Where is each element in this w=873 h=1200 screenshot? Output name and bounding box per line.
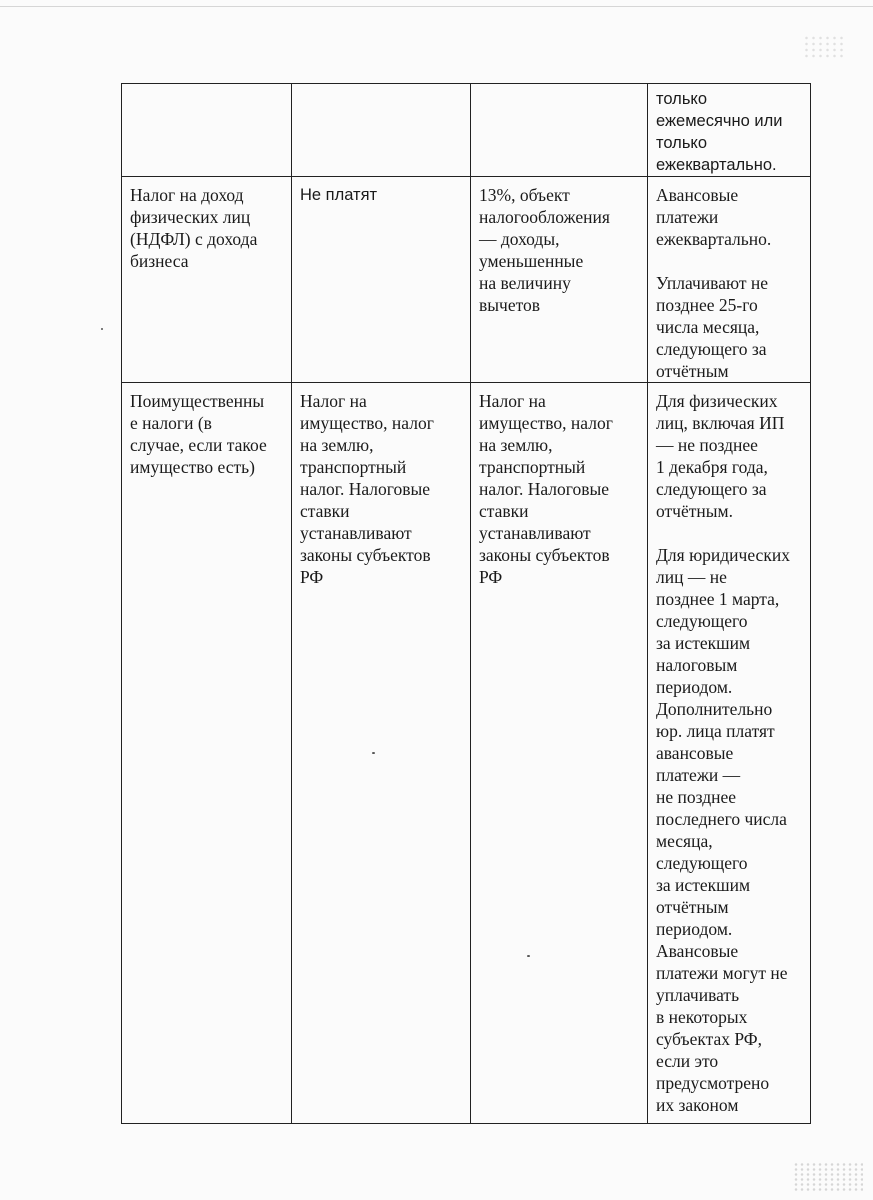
cell-text-line: ставки <box>300 501 350 521</box>
cell-text-line: Налог на <box>300 391 367 411</box>
cell-text-line: законы субъектов <box>300 545 431 565</box>
cell-text-line: Поимущественны <box>130 391 265 411</box>
cell-text-line: Уплачивают не <box>656 273 768 293</box>
cell-text-line: следующего за <box>656 479 767 499</box>
cell-text-line: за истекшим <box>656 875 751 895</box>
cell-text-line: налогообложения <box>479 207 610 227</box>
cell-text-line: устанавливают <box>479 523 591 543</box>
cell-text-line: субъектах РФ, <box>656 1029 762 1049</box>
cell-text-line: налоговым <box>656 655 738 675</box>
cell-col3 <box>471 383 648 1124</box>
table-row <box>122 84 811 177</box>
cell-text-line: Для физических <box>656 391 778 411</box>
cell-text-line: Налог на <box>479 391 546 411</box>
cell-text-line: РФ <box>300 567 324 587</box>
cell-text-line: (НДФЛ) с дохода <box>130 229 258 249</box>
cell-text-line: ежеквартально. <box>656 229 772 249</box>
cell-text-line: отчётным. <box>656 501 733 521</box>
cell-text-line: отчётным <box>656 361 729 381</box>
cell-text-line: предусмотрено <box>656 1073 770 1093</box>
cell-text-line: платежи — <box>656 765 741 785</box>
cell-text-line: законы субъектов <box>479 545 610 565</box>
cell-text-line: Для юридических <box>656 545 790 565</box>
cell-text-line: позднее 1 марта, <box>656 589 780 609</box>
cell-text-line: в некоторых <box>656 1007 748 1027</box>
cell-text-line: лиц, включая ИП <box>656 413 785 433</box>
cell-text-line: ежемесячно или <box>656 112 783 130</box>
scan-noise-bottom <box>793 1162 863 1192</box>
table-row <box>122 383 811 1124</box>
cell-text-line: бизнеса <box>130 251 189 271</box>
cell-col2 <box>292 84 471 177</box>
paragraph-gap <box>656 250 804 272</box>
cell-text-line: только <box>656 134 707 152</box>
cell-tax-name <box>122 177 292 383</box>
cell-col2 <box>292 383 471 1124</box>
cell-text-line: имущество, налог <box>300 413 434 433</box>
cell-text-line: последнего числа <box>656 809 787 829</box>
cell-text-line: ставки <box>479 501 529 521</box>
cell-payment-terms <box>648 177 811 383</box>
table-row <box>122 177 811 383</box>
cell-text-line: следующего <box>656 611 748 631</box>
cell-text-line: отчётным <box>656 897 729 917</box>
cell-text-line: на землю, <box>479 435 553 455</box>
scan-speck <box>101 328 103 330</box>
cell-payment-terms <box>648 84 811 177</box>
cell-text-line: только <box>656 90 707 108</box>
scan-noise-top <box>803 35 843 60</box>
cell-text-line: уплачивать <box>656 985 740 1005</box>
cell-text-line: устанавливают <box>300 523 412 543</box>
cell-payment-terms <box>648 383 811 1124</box>
cell-text-line: позднее 25-го <box>656 295 758 315</box>
cell-text-line: периодом. <box>656 919 733 939</box>
cell-text-line: е налоги (в <box>130 413 212 433</box>
cell-text-line: налог. Налоговые <box>479 479 610 499</box>
cell-text-line: Авансовые <box>656 941 739 961</box>
cell-text-line: не позднее <box>656 787 737 807</box>
cell-text-line: месяца, <box>656 831 713 851</box>
tax-table <box>121 83 811 1124</box>
cell-text-line: уменьшенные <box>479 251 584 271</box>
scan-edge-line <box>0 6 873 7</box>
cell-text-line: за истекшим <box>656 633 751 653</box>
cell-text-line: платежи <box>656 207 719 227</box>
cell-text-line: на землю, <box>300 435 374 455</box>
cell-text-line: физических лиц <box>130 207 251 227</box>
cell-tax-name <box>122 383 292 1124</box>
cell-col3 <box>471 177 648 383</box>
cell-text-line: Авансовые <box>656 185 739 205</box>
cell-text-line: следующего <box>656 853 748 873</box>
cell-text-line: — доходы, <box>479 229 560 249</box>
cell-text-line: РФ <box>479 567 503 587</box>
cell-text-line: налог. Налоговые <box>300 479 431 499</box>
cell-text-line: числа месяца, <box>656 317 760 337</box>
cell-text-line: их законом <box>656 1095 739 1115</box>
cell-text-line: лиц — не <box>656 567 727 587</box>
cell-text-line: авансовые <box>656 743 734 763</box>
cell-text-line: если это <box>656 1051 719 1071</box>
cell-col3 <box>471 84 648 177</box>
cell-text-line: случае, если такое <box>130 435 267 455</box>
cell-text-line: платежи могут не <box>656 963 788 983</box>
cell-text-line: на величину <box>479 273 571 293</box>
cell-text-line: — не позднее <box>656 435 758 455</box>
cell-text-line: вычетов <box>479 295 541 315</box>
cell-col2 <box>292 177 471 383</box>
cell-text-line: 1 декабря года, <box>656 457 768 477</box>
cell-text-line: ежеквартально. <box>656 156 777 174</box>
cell-text-line: 13%, объект <box>479 185 570 205</box>
cell-text-line: Дополнительно <box>656 699 773 719</box>
cell-text-line: периодом. <box>656 677 733 697</box>
paragraph-gap <box>656 522 804 544</box>
cell-text-line: имущество есть) <box>130 457 255 477</box>
cell-text-line: транспортный <box>479 457 586 477</box>
cell-tax-name <box>122 84 292 177</box>
cell-text-line: транспортный <box>300 457 407 477</box>
cell-text-line: Налог на доход <box>130 185 244 205</box>
cell-text-line: Не платят <box>300 186 378 204</box>
cell-text-line: следующего за <box>656 339 767 359</box>
cell-text-line: имущество, налог <box>479 413 613 433</box>
cell-text-line: юр. лица платят <box>656 721 775 741</box>
